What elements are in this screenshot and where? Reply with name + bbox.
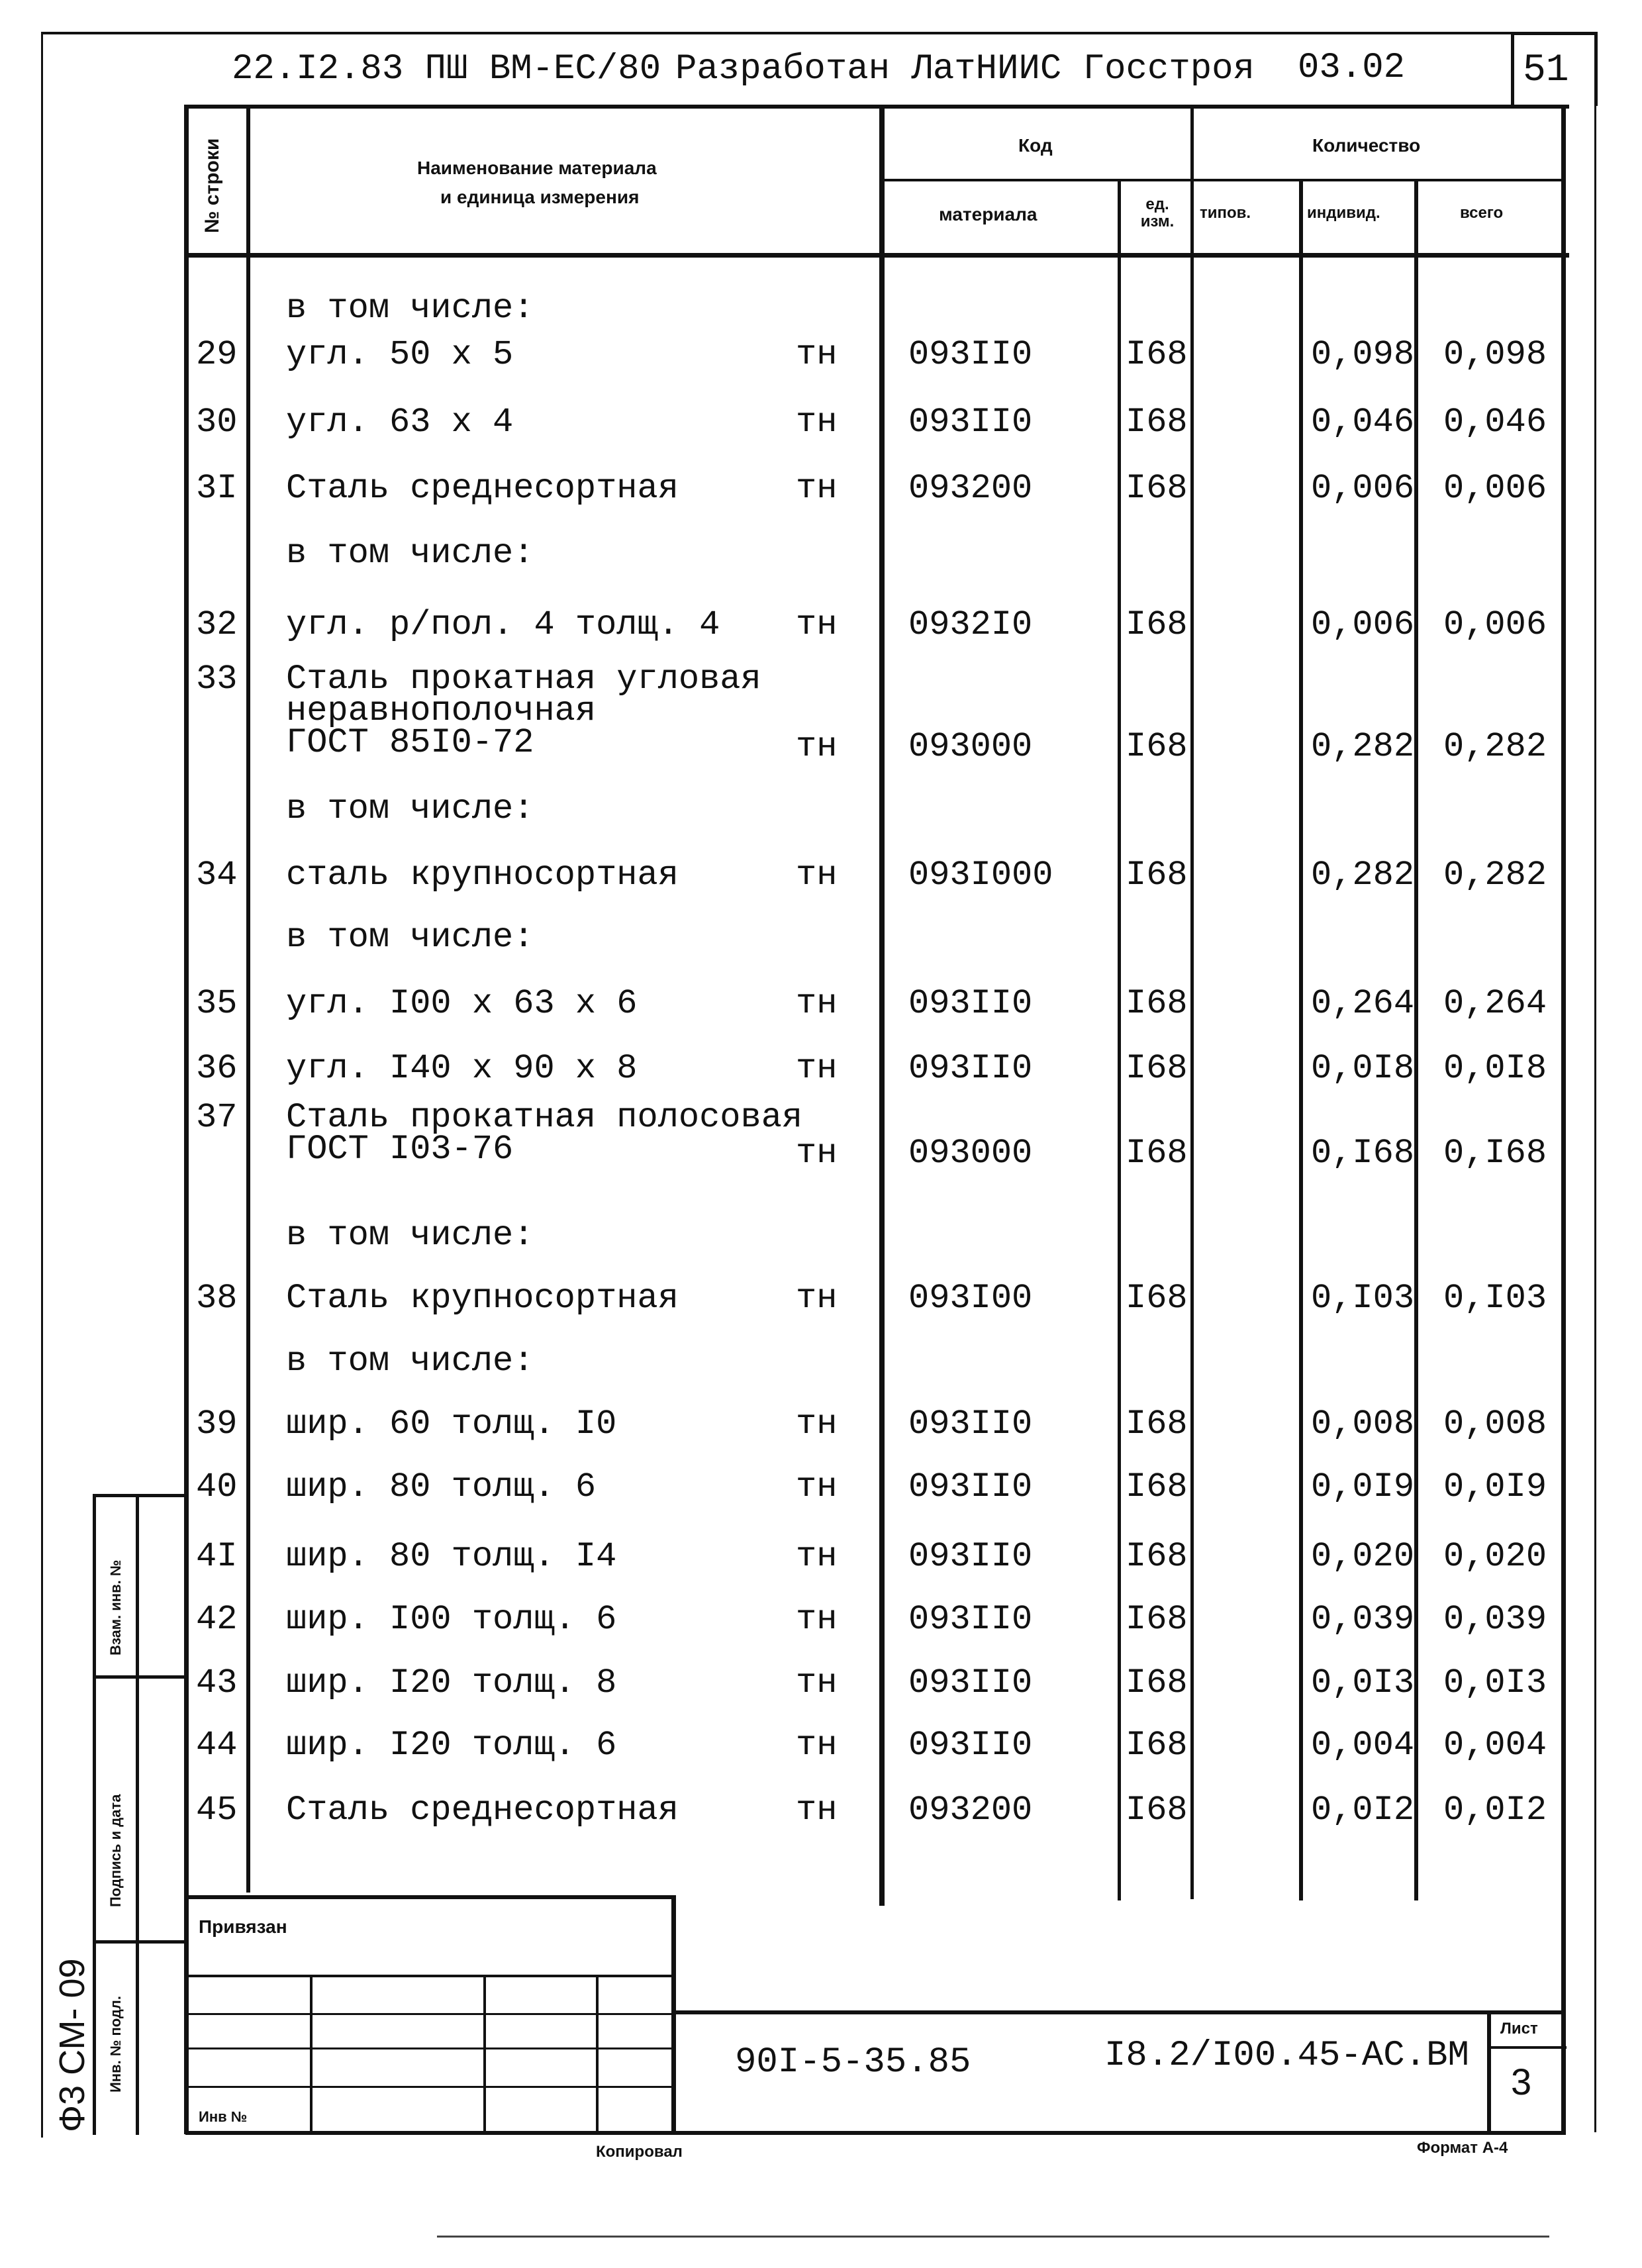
row-material-code: 093I00 [908,1279,1033,1318]
side-stamp-outer [93,1494,96,2135]
header-qty-individual: индивид. [1307,204,1380,222]
tb-sheet-left [1487,2010,1491,2134]
row-name: шир. I20 толщ. 6 [286,1726,617,1765]
row-unit: тн [796,984,838,1023]
row-unit-code: I68 [1126,605,1188,644]
row-number: 33 [196,660,238,699]
row-unit: тн [796,1049,838,1088]
row-unit-code: I68 [1126,1726,1188,1765]
col-line-typical [1299,179,1303,1900]
table-header-bottom [185,253,1569,258]
footer-format: Формат А-4 [1417,2139,1508,2157]
row-individual: 0,282 [1311,856,1415,895]
side-stamp-inner [136,1494,139,2135]
row-number: 3I [196,469,238,508]
row-name: в том числе: [286,534,534,573]
row-unit-code: I68 [1126,1049,1188,1088]
row-individual: 0,098 [1311,335,1415,374]
row-total: 0,006 [1443,469,1547,508]
row-total: 0,0I2 [1443,1791,1547,1830]
row-total: 0,I68 [1443,1134,1547,1173]
row-name: в том числе: [286,1342,534,1381]
row-unit-code: I68 [1126,984,1188,1023]
table-header-mid [881,179,1566,181]
header-date-code: 22.I2.83 ПШ ВМ-ЕС/80 [232,49,661,89]
row-total: 0,282 [1443,727,1547,766]
row-material-code: 0932I0 [908,605,1033,644]
footer-copied: Копировал [596,2143,683,2161]
side-stamp-top [93,1494,185,1497]
row-name: угл. 63 x 4 [286,403,514,442]
row-individual: 0,I68 [1311,1134,1415,1173]
tb-sheet-value: 3 [1511,2061,1532,2102]
row-unit-code: I68 [1126,1537,1188,1576]
row-unit-code: I68 [1126,1405,1188,1444]
tb-col2 [483,1975,486,2134]
tb-sheet-mid [1487,2046,1567,2049]
row-unit: тн [796,856,838,895]
row-individual: 0,I03 [1311,1279,1415,1318]
row-unit: тн [796,1600,838,1639]
row-material-code: 093II0 [908,403,1033,442]
row-name: угл. I40 x 90 x 8 [286,1049,638,1088]
row-material-code: 093II0 [908,1600,1033,1639]
row-unit: тн [796,1405,838,1444]
row-number: 36 [196,1049,238,1088]
row-total: 0,264 [1443,984,1547,1023]
row-individual: 0,004 [1311,1726,1415,1765]
row-individual: 0,0I3 [1311,1663,1415,1702]
row-number: 42 [196,1600,238,1639]
row-individual: 0,006 [1311,605,1415,644]
row-name: шир. 60 толщ. I0 [286,1405,617,1444]
row-name: угл. р/пол. 4 толщ. 4 [286,605,720,644]
col-line-individual [1414,179,1418,1900]
row-unit-code: I68 [1126,1279,1188,1318]
row-number: 40 [196,1467,238,1506]
header-row-no: № строки [201,138,223,233]
col-line-no [246,105,250,1893]
row-number: 37 [196,1098,238,1137]
row-total: 0,098 [1443,335,1547,374]
row-number: 34 [196,856,238,895]
page-number-box-left [1511,32,1514,106]
row-total: 0,020 [1443,1537,1547,1576]
row-unit: тн [796,605,838,644]
row-number: 45 [196,1791,238,1830]
row-material-code: 093II0 [908,1405,1033,1444]
row-unit: тн [796,1537,838,1576]
header-qty-typical: типов. [1200,204,1251,222]
tb-bound: Привязан [199,1916,287,1937]
tb-row2 [185,2013,675,2015]
row-unit: тн [796,1134,838,1173]
row-number: 32 [196,605,238,644]
page-number-box-right [1594,32,1598,106]
row-material-code: 093II0 [908,984,1033,1023]
row-unit-code: I68 [1126,469,1188,508]
side-stamp-div2 [93,1940,185,1944]
tb-row3 [185,2047,675,2049]
col-line-name [879,105,885,1906]
page-number: 51 [1523,49,1569,92]
row-total: 0,004 [1443,1726,1547,1765]
row-total: 0,046 [1443,403,1547,442]
row-unit-code: I68 [1126,1467,1188,1506]
row-material-code: 093000 [908,1134,1033,1173]
side-signature-date: Подпись и дата [107,1794,124,1907]
row-material-code: 093200 [908,1791,1033,1830]
row-name: Сталь крупносортная [286,1279,679,1318]
row-name: в том числе: [286,789,534,828]
row-material-code: 093II0 [908,1726,1033,1765]
row-number: 35 [196,984,238,1023]
side-inv-original: Инв. № подл. [107,1996,124,2093]
row-total: 0,008 [1443,1405,1547,1444]
tb-col3 [596,1975,599,2134]
row-individual: 0,006 [1311,469,1415,508]
row-name: сталь крупносортная [286,856,679,895]
col-line-unit [1190,105,1194,1899]
row-individual: 0,0I9 [1311,1467,1415,1506]
outer-frame-left [41,32,43,2138]
tb-main-top [671,2010,1565,2014]
header-code-material: материала [939,204,1038,224]
row-name: шир. I20 толщ. 8 [286,1663,617,1702]
row-material-code: 093I000 [908,856,1053,895]
row-individual: 0,046 [1311,403,1415,442]
row-material-code: 093II0 [908,1049,1033,1088]
row-name: Сталь прокатная полосовая [286,1098,803,1137]
row-total: 0,0I8 [1443,1049,1547,1088]
tb-top [185,1895,675,1899]
row-individual: 0,0I2 [1311,1791,1415,1830]
header-qty-total: всего [1460,204,1504,222]
row-number: 44 [196,1726,238,1765]
row-unit-code: I68 [1126,1600,1188,1639]
row-unit-code: I68 [1126,727,1188,766]
footer-edge-line [437,2236,1549,2238]
tb-col1 [310,1975,313,2134]
row-name: неравнополочная [286,691,597,730]
row-unit-code: I68 [1126,1134,1188,1173]
row-unit: тн [796,403,838,442]
row-unit-code: I68 [1126,1663,1188,1702]
row-number: 39 [196,1405,238,1444]
tb-row1 [185,1975,675,1977]
row-unit: тн [796,335,838,374]
row-name: угл. 50 x 5 [286,335,514,374]
row-material-code: 093II0 [908,1467,1033,1506]
tb-sheet-label: Лист [1500,2020,1538,2038]
header-name: Наименование материала [417,158,657,178]
row-name: в том числе: [286,289,534,328]
row-unit: тн [796,1663,838,1702]
tb-project-code: 90I-5-35.85 [735,2042,971,2083]
row-name: Сталь среднесортная [286,1791,679,1830]
tb-inv-no: Инв № [199,2108,248,2125]
tb-bottom [185,2131,1566,2135]
header-developer: Разработан ЛатНИИС Госстроя [675,49,1255,89]
row-unit-code: I68 [1126,856,1188,895]
row-individual: 0,039 [1311,1600,1415,1639]
row-total: 0,282 [1443,856,1547,895]
row-total: 0,I03 [1443,1279,1547,1318]
row-unit: тн [796,727,838,766]
row-name: в том числе: [286,918,534,957]
tb-row4 [185,2086,675,2088]
row-name: Сталь среднесортная [286,469,679,508]
row-name: в том числе: [286,1216,534,1255]
row-material-code: 093II0 [908,1537,1033,1576]
row-individual: 0,008 [1311,1405,1415,1444]
row-unit: тн [796,1467,838,1506]
row-individual: 0,282 [1311,727,1415,766]
tb-drawing-code: I8.2/I00.45-АС.ВМ [1104,2036,1469,2076]
row-name: ГОСТ 85I0-72 [286,723,534,762]
table-frame-right [1561,105,1566,2134]
outer-frame-top [41,32,1597,34]
header-code: Код [1018,135,1053,156]
row-unit-code: I68 [1126,1791,1188,1830]
row-name: Сталь прокатная угловая [286,660,761,699]
row-name: шир. 80 толщ. 6 [286,1467,597,1506]
row-total: 0,0I3 [1443,1663,1547,1702]
row-number: 43 [196,1663,238,1702]
row-material-code: 093II0 [908,335,1033,374]
row-unit: тн [796,469,838,508]
row-number: 4I [196,1537,238,1576]
header-section: 03.02 [1298,48,1406,88]
table-frame-left [184,105,189,2134]
header-name-line2: и единица измерения [440,187,640,207]
table-frame-top [185,105,1569,109]
row-name: угл. I00 x 63 x 6 [286,984,638,1023]
row-total: 0,0I9 [1443,1467,1547,1506]
row-number: 38 [196,1279,238,1318]
row-material-code: 093II0 [908,1663,1033,1702]
row-material-code: 093200 [908,469,1033,508]
row-unit: тн [796,1279,838,1318]
header-code-unit: ед. изм. [1140,195,1175,231]
row-total: 0,006 [1443,605,1547,644]
row-individual: 0,020 [1311,1537,1415,1576]
row-name: ГОСТ I03-76 [286,1130,514,1169]
row-number: 30 [196,403,238,442]
row-individual: 0,264 [1311,984,1415,1023]
row-material-code: 093000 [908,727,1033,766]
row-unit-code: I68 [1126,403,1188,442]
form-code: Ф3 СМ- 09 [52,1958,92,2132]
row-unit: тн [796,1791,838,1830]
row-individual: 0,0I8 [1311,1049,1415,1088]
col-line-material [1118,179,1121,1900]
row-number: 29 [196,335,238,374]
row-unit-code: I68 [1126,335,1188,374]
side-stamp-div1 [93,1675,185,1679]
row-unit: тн [796,1726,838,1765]
row-name: шир. 80 толщ. I4 [286,1537,617,1576]
row-name: шир. I00 толщ. 6 [286,1600,617,1639]
outer-frame-right [1594,106,1596,2132]
row-total: 0,039 [1443,1600,1547,1639]
header-quantity: Количество [1312,135,1421,156]
side-ref-inv: Взам. инв. № [107,1559,124,1655]
